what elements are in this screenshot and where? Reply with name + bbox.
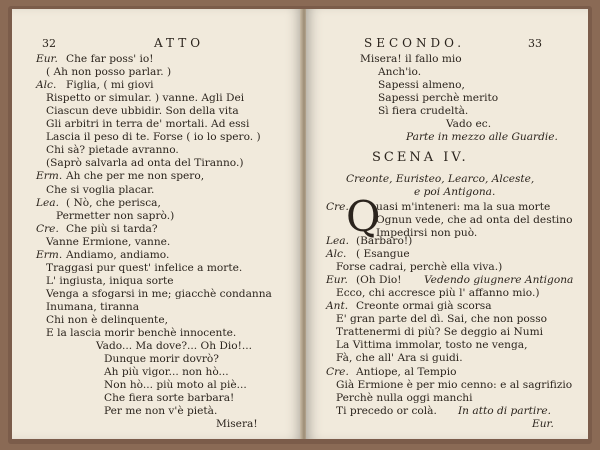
- verse-line: E la lascia morir benchè innocente.: [46, 327, 237, 340]
- verse-line: Trattenermi di più? Se deggio ai Numi: [336, 326, 544, 339]
- verse-line: ( Esangue: [356, 248, 410, 261]
- stage-direction: Eur.: [532, 417, 554, 430]
- verse-line: Sì fiera crudeltà.: [378, 105, 469, 118]
- stage-direction: Parte in mezzo alle Guardie.: [406, 131, 558, 144]
- verse-line: Vado... Ma dove?... Oh Dio!...: [96, 340, 253, 353]
- verse-line: Ah che per me non spero,: [66, 170, 205, 183]
- verse-line: uasi m'inteneri: ma la sua morte: [376, 201, 551, 213]
- verse-line: La Vittima immolar, tosto ne venga,: [336, 339, 528, 352]
- verse-line: Anch'io.: [378, 66, 422, 79]
- verse-line: L' ingiusta, iniqua sorte: [46, 274, 174, 287]
- page-number: 32: [42, 37, 56, 50]
- speaker-label: Cre.: [36, 222, 59, 235]
- verse-line: Inumana, tiranna: [46, 300, 140, 313]
- speaker-label: Erm.: [36, 170, 63, 183]
- verse-line: Vanne Ermione, vanne.: [46, 235, 171, 248]
- verse-line: Misera! il fallo mio: [360, 53, 462, 65]
- verse-line: Ah più vigor... non hò...: [104, 366, 229, 379]
- verse-line: Gli arbitri in terra de' mortali. Ad essi: [46, 118, 250, 131]
- verse-line: Chi sà? pietade avranno.: [46, 144, 179, 157]
- speaker-label: Ant.: [326, 300, 349, 313]
- verse-line: Misera!: [216, 418, 258, 431]
- verse-line: Rispetto or simular. ) vanne. Agli Dei: [46, 92, 245, 105]
- verse-line: ( Nò, che perisca,: [66, 196, 161, 209]
- verse-line: Che fiera sorte barbara!: [104, 392, 235, 405]
- verse-line: Sapessi perchè merito: [378, 92, 499, 105]
- verse-line: Per me non v'è pietà.: [104, 405, 218, 418]
- verse-line: Che più si tarda?: [66, 222, 158, 235]
- verse-line: Permetter non saprò.): [56, 209, 175, 222]
- verse-line: Antiope, al Tempio: [356, 365, 457, 378]
- verse-line: Impedirsi non può.: [376, 227, 478, 240]
- verse-line: Che far poss' io!: [66, 53, 154, 65]
- speaker-label: Lea.: [326, 235, 349, 247]
- speaker-label: Cre.: [326, 365, 349, 378]
- verse-line: Non hò... più moto al piè...: [104, 379, 247, 392]
- verse-line: (Oh Dio!: [356, 274, 402, 287]
- open-book: [8, 6, 592, 444]
- scene-title: SCENA IV.: [372, 150, 469, 165]
- verse-line: Già Ermione è per mio cenno: e al sagrifizio: [336, 378, 573, 391]
- drop-cap: Q: [346, 192, 381, 241]
- verse-line: (Saprò salvarla ad onta del Tiranno.): [46, 157, 244, 170]
- verse-line: Andiamo, andiamo.: [66, 248, 170, 261]
- verse-line: Forse cadrai, perchè ella viva.): [336, 261, 503, 274]
- verse-line: (Barbaro!): [356, 235, 413, 247]
- speaker-label: Alc.: [36, 79, 57, 92]
- speaker-label: Eur.: [326, 274, 348, 287]
- verse-line: Ciascun deve ubbidir. Son della vita: [46, 105, 239, 118]
- verse-line: Venga a sfogarsi in me; giacchè condanna: [46, 287, 272, 300]
- verse-line: Chi non è delinquente,: [46, 314, 168, 326]
- speaker-label: Erm.: [36, 248, 63, 261]
- verse-line: Sapessi almeno,: [378, 79, 465, 92]
- stage-direction: In atto di partire.: [458, 404, 551, 417]
- running-head: SECONDO.: [364, 36, 466, 50]
- verse-line: Ognun vede, che ad onta del destino: [376, 214, 573, 227]
- verse-line: Fà, che all' Ara si guidi.: [336, 352, 463, 365]
- verse-line: Lascia il peso di te. Forse ( io lo spero. ): [46, 131, 261, 144]
- verse-line: Traggasi pur quest' infelice a morte.: [46, 261, 243, 274]
- verse-line: Figlia, ( mi giovi: [66, 79, 154, 92]
- verse-line: E' gran parte del dì. Sai, che non posso: [336, 313, 548, 326]
- speaker-label: Eur.: [36, 53, 58, 65]
- speaker-label: Alc.: [326, 248, 347, 261]
- verse-line: Creonte ormai già scorsa: [356, 300, 492, 313]
- verse-line: Vado ec.: [446, 118, 492, 131]
- speaker-label: Lea.: [36, 196, 59, 209]
- stage-direction: Vedendo giugnere Antigona: [424, 274, 574, 287]
- speaker-label: Cre.: [326, 201, 349, 213]
- characters-list: Creonte, Euristeo, Learco, Alceste,: [346, 173, 535, 185]
- verse-line: Che si voglia placar.: [46, 183, 155, 196]
- verse-line: Perchè nulla oggi manchi: [336, 391, 473, 404]
- running-head: ATTO: [154, 36, 205, 50]
- right-page: [306, 9, 588, 439]
- page-number: 33: [528, 37, 542, 50]
- left-page: [12, 9, 302, 439]
- characters-list: e poi Antigona.: [414, 186, 496, 198]
- verse-line: Ecco, chi accresce più l' affanno mio.): [336, 287, 540, 300]
- verse-line: Ti precedo or colà.: [336, 404, 437, 417]
- verse-line: ( Ah non posso parlar. ): [46, 66, 172, 79]
- verse-line: Dunque morir dovrò?: [104, 353, 219, 366]
